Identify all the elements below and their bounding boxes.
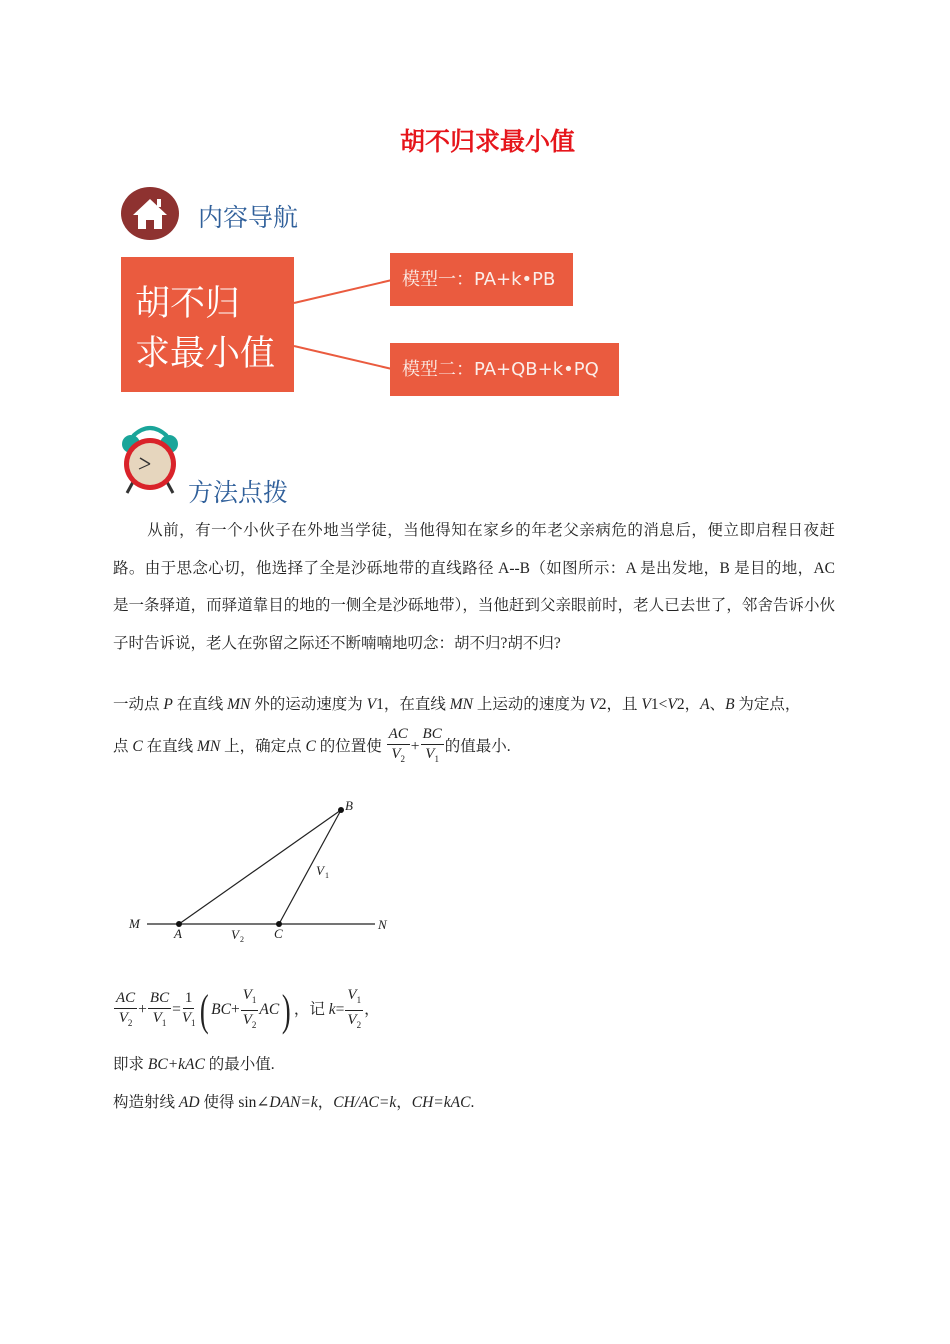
problem-line-1: 一动点 P 在直线 MN 外的运动速度为 V1，在直线 MN 上运动的速度为 V2，且 V1<V2，A、B 为定点， (113, 696, 801, 713)
label-m: M (129, 916, 140, 931)
main-topic-line: 求最小值 (135, 334, 276, 374)
point-b (338, 807, 344, 813)
fraction-ac-v2: $\frac{AC}{V_2}$ (388, 726, 408, 765)
story-paragraph: 从前，有一个小伙子在外地当学徒，当他得知在家乡的年老父亲病危的消息后，便立即启程日夜赶路。由于思念心切，他选择了全是沙砾地带的直线路径 A--B（如图所示：A 是出发地，B 是目的地，AC 是一条驿道，而驿道靠目的地的一侧全是沙砾地带），当他赶到父亲眼前时，老人已去世了，邻舍告诉小伙子时告诉说，老人在弥留之际还不断喃喃地叨念：胡不归?胡不归? (113, 522, 835, 652)
geometry-figure (120, 795, 400, 950)
connector-lines (290, 270, 400, 380)
svg-text:1: 1 (325, 871, 329, 880)
model-box-2: 模型二：PA+QB+k•PQ (390, 343, 619, 396)
label-v1: V (316, 863, 324, 878)
page-title: 胡不归求最小值 (399, 127, 575, 156)
main-topic-line: 胡不归 (135, 284, 241, 324)
label-n: N (378, 917, 387, 932)
label-v2: V (231, 927, 239, 942)
alarm-clock-icon (119, 422, 181, 496)
main-topic-box (121, 257, 294, 392)
label-c: C (274, 926, 283, 941)
method-heading: 方法点拨 (188, 478, 289, 507)
conclusion-line-1: 即求 BC+kAC 的最小值. (113, 1056, 275, 1073)
label-a: A (174, 926, 182, 941)
label-b: B (345, 798, 353, 813)
conclusion-line-2: 构造射线 AD 使得 sin∠DAN=k，CH/AC=k，CH=kAC. (113, 1094, 475, 1111)
svg-text:2: 2 (240, 935, 244, 944)
nav-heading: 内容导航 (198, 203, 299, 232)
model-box-1: 模型一：PA+k•PB (390, 253, 573, 306)
home-icon (121, 187, 179, 240)
problem-line-2: 点 C 在直线 MN 上，确定点 C 的位置使 $\frac{AC}{V_2}$ + $\frac{BC}{V_1}$ 的值最小. (113, 724, 835, 770)
segment-cb (279, 810, 341, 924)
derivation-equation: $\frac{AC}{V_2}$ + $\frac{BC}{V_1}$ = $\frac{1}{V_1}$ ( BC+ $\frac{V_1}{V_2}$ AC) ，记 k= $\frac{V_1}{V_2}$ ， (116, 985, 380, 1035)
fraction-bc-v1: $\frac{BC}{V_1}$ (422, 726, 442, 765)
